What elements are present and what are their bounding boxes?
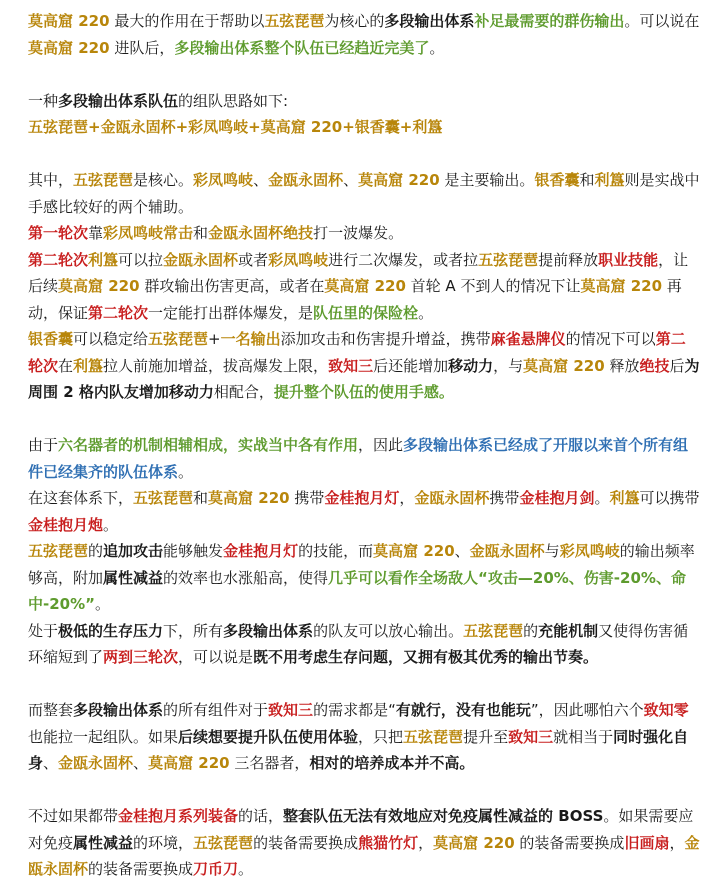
text-run-plain: 是核心。: [133, 171, 194, 189]
text-run-gold: 利簋: [594, 171, 625, 189]
text-run-gold: 五弦琵琶: [73, 171, 134, 189]
text-run-plain: 后: [669, 356, 685, 375]
text-run-plain: 添加攻击和伤害提升增益，携带: [280, 330, 491, 348]
text-run-plain: 最大的作用在于帮助以: [109, 12, 265, 30]
text-run-bold: 属性减益: [103, 568, 164, 587]
text-run-plain: 携带: [289, 489, 325, 507]
text-run-plain: 与: [544, 542, 560, 560]
text-run-gold: 五弦琵琶+金瓯永固杯+彩凤鸣岐+莫高窟 220+银香囊+利簋: [28, 118, 443, 136]
text-run-plain: 而整套: [28, 701, 74, 719]
text-run-plain: 。: [238, 860, 254, 878]
text-run-plain: 的: [523, 621, 539, 640]
text-run-red: 熊猫竹灯: [358, 833, 419, 852]
text-run-gold: 莫高窟 220: [148, 754, 230, 772]
text-run-plain: 提升至: [463, 727, 509, 746]
text-run-bold: 多段输出体系: [223, 621, 314, 640]
text-run-red: 第二轮次: [28, 330, 686, 375]
text-run-plain: 是主要输出。: [439, 171, 535, 189]
text-run-plain: 打一波爆发。: [313, 224, 404, 242]
text-run-plain: ，: [418, 833, 434, 852]
text-run-red: 旧画扇: [624, 833, 670, 852]
text-run-bold: 有就行，没有也能玩: [395, 701, 531, 719]
text-run-plain: 或者: [238, 250, 269, 269]
text-run-plain: 可以拉: [118, 250, 164, 269]
text-run-plain: 和: [193, 489, 209, 507]
text-run-gold: 金瓯永固杯: [268, 171, 344, 189]
text-run-red: 第二轮次: [28, 250, 89, 269]
text-run-plain: 的组队思路如下:: [178, 91, 289, 110]
text-run-red: 第一轮次: [28, 224, 89, 242]
paragraph-gap: [28, 141, 700, 168]
text-run-red: 绝技: [639, 356, 670, 375]
text-run-plain: 也能拉一起组队。如果: [28, 727, 179, 746]
text-run-red: 第二轮次: [88, 303, 149, 322]
text-run-gold: 莫高窟 220: [433, 833, 515, 852]
text-run-bold: 移动力: [448, 356, 494, 375]
text-run-gold: 银香囊: [28, 330, 74, 348]
text-run-green: 提升整个队伍的使用手感。: [273, 383, 454, 401]
text-run-gold: 莫高窟 220: [523, 356, 605, 375]
text-run-bold: 多段输出体系: [384, 12, 475, 30]
text-run-plain: ，与: [493, 356, 524, 375]
text-run-gold: 彩凤鸣岐: [193, 171, 254, 189]
text-run-plain: ”，因此哪怕六个: [530, 701, 644, 719]
text-run-plain: 的效率也水涨船高，使得: [163, 568, 329, 587]
text-run-bold: 极低的生存压力: [58, 621, 164, 640]
paragraph: [28, 485, 700, 538]
text-run-plain: 首轮 A 不到人的情况下让: [405, 277, 581, 295]
text-run-green: 几乎可以看作全场敌人“攻击—20%、伤害-20%、命中-20%”: [28, 568, 686, 613]
text-run-plain: 后还能增加: [373, 356, 449, 375]
text-run-plain: 。可以说在: [624, 12, 700, 30]
text-run-plain: 下，所有: [163, 621, 224, 640]
text-run-gold: 五弦琵琶: [403, 727, 464, 746]
text-run-plain: 。: [429, 38, 445, 57]
text-run-plain: 的话，: [238, 807, 284, 825]
text-run-plain: 、: [253, 171, 269, 189]
text-run-plain: 的环境，: [133, 833, 194, 852]
paragraph: [28, 326, 700, 406]
text-run-plain: 、: [133, 754, 149, 772]
paragraph: [28, 114, 700, 141]
text-run-bold: 后续想要提升队伍使用体验: [178, 727, 359, 746]
text-run-plain: 和: [193, 224, 209, 242]
text-run-plain: 的技能，而: [298, 542, 374, 560]
text-run-plain: 提前释放: [538, 250, 599, 269]
text-run-plain: 能够触发: [163, 542, 224, 560]
text-run-plain: 其中，: [28, 171, 74, 189]
text-run-red: 金桂抱月系列装备: [118, 807, 239, 825]
text-run-plain: 的装备需要换成: [253, 833, 359, 852]
text-run-gold: 利簋: [88, 250, 119, 269]
text-run-plain: ，: [669, 833, 685, 852]
text-run-plain: 再动，保证: [28, 277, 682, 322]
text-run-red: 职业技能: [598, 250, 659, 269]
paragraph-gap: [28, 61, 700, 88]
text-run-green: 补足最需要的群伤输出: [474, 12, 625, 30]
text-run-plain: 。: [418, 303, 434, 322]
text-run-gold: 金瓯永固杯: [469, 542, 545, 560]
text-run-gold: 彩凤鸣岐: [268, 250, 329, 269]
text-run-gold: 莫高窟 220: [324, 277, 406, 295]
text-run-red: 金桂抱月炮: [28, 515, 104, 534]
text-run-plain: 的队友可以放心输出。: [313, 621, 464, 640]
text-run-plain: 和: [579, 171, 595, 189]
text-run-gold: 金瓯永固杯: [28, 833, 700, 878]
text-run-plain: 三名器者，: [229, 754, 310, 772]
text-run-gold: 莫高窟 220: [208, 489, 290, 507]
text-run-gold: 银香囊: [534, 171, 580, 189]
paragraph-gap: [28, 406, 700, 433]
text-run-gold: 莫高窟 220: [58, 277, 140, 295]
text-run-red: 致知零: [643, 701, 689, 719]
text-run-plain: 释放: [604, 356, 640, 375]
text-run-plain: 进行二次爆发，或者拉: [328, 250, 479, 269]
text-run-plain: 可以稳定给: [73, 330, 149, 348]
text-run-red: 致知三: [328, 356, 374, 375]
text-run-gold: 莫高窟 220: [28, 38, 110, 57]
text-run-blue: 多段输出体系已经成了开服以来首个所有组件已经集齐的队伍体系: [28, 436, 689, 481]
text-run-bold: 既不用考虑生存问题，又拥有极其优秀的输出节奏。: [253, 648, 599, 666]
text-run-gold: 利簋: [609, 489, 640, 507]
text-run-red: 刀币刀: [193, 860, 239, 878]
text-run-plain: 可以携带: [639, 489, 700, 507]
paragraph: [28, 8, 700, 61]
text-run-bold: 追加攻击: [103, 542, 164, 560]
text-run-plain: 在这套体系下，: [28, 489, 134, 507]
text-run-plain: ，因此: [358, 436, 404, 454]
text-run-red: 致知三: [508, 727, 554, 746]
text-run-red: 金桂抱月灯: [223, 542, 299, 560]
text-run-red: 两到三轮次: [103, 648, 179, 666]
text-run-gold: 彩凤鸣岐常击: [103, 224, 194, 242]
text-run-gold: 一名输出: [220, 330, 281, 348]
text-run-gold: 金瓯永固杯绝技: [208, 224, 314, 242]
text-run-plain: 在: [58, 356, 74, 375]
text-run-plain: ，只把: [358, 727, 404, 746]
text-run-red: 金桂抱月剑: [519, 489, 595, 507]
text-run-plain: 、: [343, 171, 359, 189]
text-run-bold: 充能机制: [538, 621, 599, 640]
text-run-plain: 又使得伤害循环缩短到了: [28, 621, 689, 666]
text-run-plain: 则是实战中手感比较好的两个辅助。: [28, 171, 700, 216]
paragraph: [28, 220, 700, 247]
text-run-gold: 金瓯永固杯: [163, 250, 239, 269]
text-run-gold: 五弦琵琶: [28, 542, 89, 560]
text-run-gold: 五弦琵琶: [264, 12, 325, 30]
text-run-plain: 进队后，: [109, 38, 175, 57]
text-run-plain: 的: [88, 542, 104, 560]
text-run-plain: ，让后续: [28, 250, 689, 295]
paragraph: [28, 697, 700, 777]
text-run-gold: 五弦琵琶: [463, 621, 524, 640]
text-run-plain: 的输出频率够高，附加: [28, 542, 695, 587]
text-run-plain: 相配合，: [213, 383, 274, 401]
text-run-plain: 。如果需要应对免疫: [28, 807, 694, 852]
text-run-gold: 莫高窟 220: [28, 12, 110, 30]
text-run-plain: 拉人前施加增益，拔高爆发上限，: [103, 356, 329, 375]
text-run-plain: ，可以说是: [178, 648, 254, 666]
text-run-bold: 整套队伍无法有效地应对免疫属性减益的 BOSS: [283, 807, 604, 825]
text-run-gold: 莫高窟 220: [358, 171, 440, 189]
text-run-plain: 就相当于: [553, 727, 614, 746]
text-run-green: 六名器者的机制相辅相成，实战当中各有作用: [58, 436, 359, 454]
paragraph: [28, 88, 700, 115]
text-run-gold: 莫高窟 220: [373, 542, 455, 560]
paragraph: [28, 167, 700, 220]
text-run-plain: ，: [399, 489, 415, 507]
text-run-bold: 相对的培养成本并不高。: [309, 754, 475, 772]
text-run-red: 麻雀悬牌仪: [490, 330, 566, 348]
paragraph: [28, 432, 700, 485]
text-run-plain: 的所有组件对于: [163, 701, 269, 719]
text-run-bold: 为周围 2 格内队友增加移动力: [28, 356, 700, 401]
text-run-plain: 靠: [88, 224, 104, 242]
paragraph: [28, 618, 700, 671]
text-run-green: 多段输出体系整个队伍已经趋近完美了: [174, 38, 430, 57]
text-run-gold: 五弦琵琶: [193, 833, 254, 852]
text-run-bold: 多段输出体系队伍: [58, 91, 179, 110]
text-run-plain: 处于: [28, 621, 59, 640]
text-run-plain: 一种: [28, 91, 59, 110]
text-run-red: 致知三: [268, 701, 314, 719]
text-run-gold: 彩凤鸣岐: [559, 542, 620, 560]
text-run-plain: 的装备需要换成: [514, 833, 625, 852]
text-run-gold: 金瓯永固杯: [414, 489, 490, 507]
text-run-bold: 多段输出体系: [73, 701, 164, 719]
text-run-plain: +: [208, 330, 221, 348]
text-run-plain: 、: [43, 754, 59, 772]
paragraph-gap: [28, 671, 700, 698]
text-run-plain: 一定能打出群体爆发，是: [148, 303, 314, 322]
text-run-plain: 由于: [28, 436, 59, 454]
text-run-plain: 。: [95, 595, 111, 613]
text-run-bold: 属性减益: [73, 833, 134, 852]
text-run-red: 金桂抱月灯: [324, 489, 400, 507]
paragraph-gap: [28, 777, 700, 804]
text-run-plain: 的情况下可以: [565, 330, 656, 348]
text-run-plain: 。: [103, 515, 119, 534]
paragraph: [28, 538, 700, 618]
text-run-green: 队伍里的保险栓: [313, 303, 419, 322]
text-run-plain: 携带: [489, 489, 520, 507]
text-run-plain: 为核心的: [324, 12, 385, 30]
text-run-gold: 利簋: [73, 356, 104, 375]
text-run-plain: 群攻输出伤害更高，或者在: [139, 277, 325, 295]
text-run-gold: 五弦琵琶: [133, 489, 194, 507]
text-run-gold: 金瓯永固杯: [58, 754, 134, 772]
text-run-plain: 。: [594, 489, 610, 507]
paragraph: [28, 247, 700, 327]
text-run-bold: 同时强化自身: [28, 727, 689, 772]
text-run-plain: 的需求都是“: [313, 701, 396, 719]
text-run-plain: 。: [178, 462, 194, 481]
text-run-gold: 五弦琵琶: [478, 250, 539, 269]
text-run-plain: 、: [454, 542, 470, 560]
text-run-plain: 的装备需要换成: [88, 860, 194, 878]
text-run-gold: 莫高窟 220: [580, 277, 663, 295]
text-run-plain: 不过如果都带: [28, 807, 119, 825]
text-run-gold: 五弦琵琶: [148, 330, 209, 348]
paragraph: [28, 803, 700, 883]
